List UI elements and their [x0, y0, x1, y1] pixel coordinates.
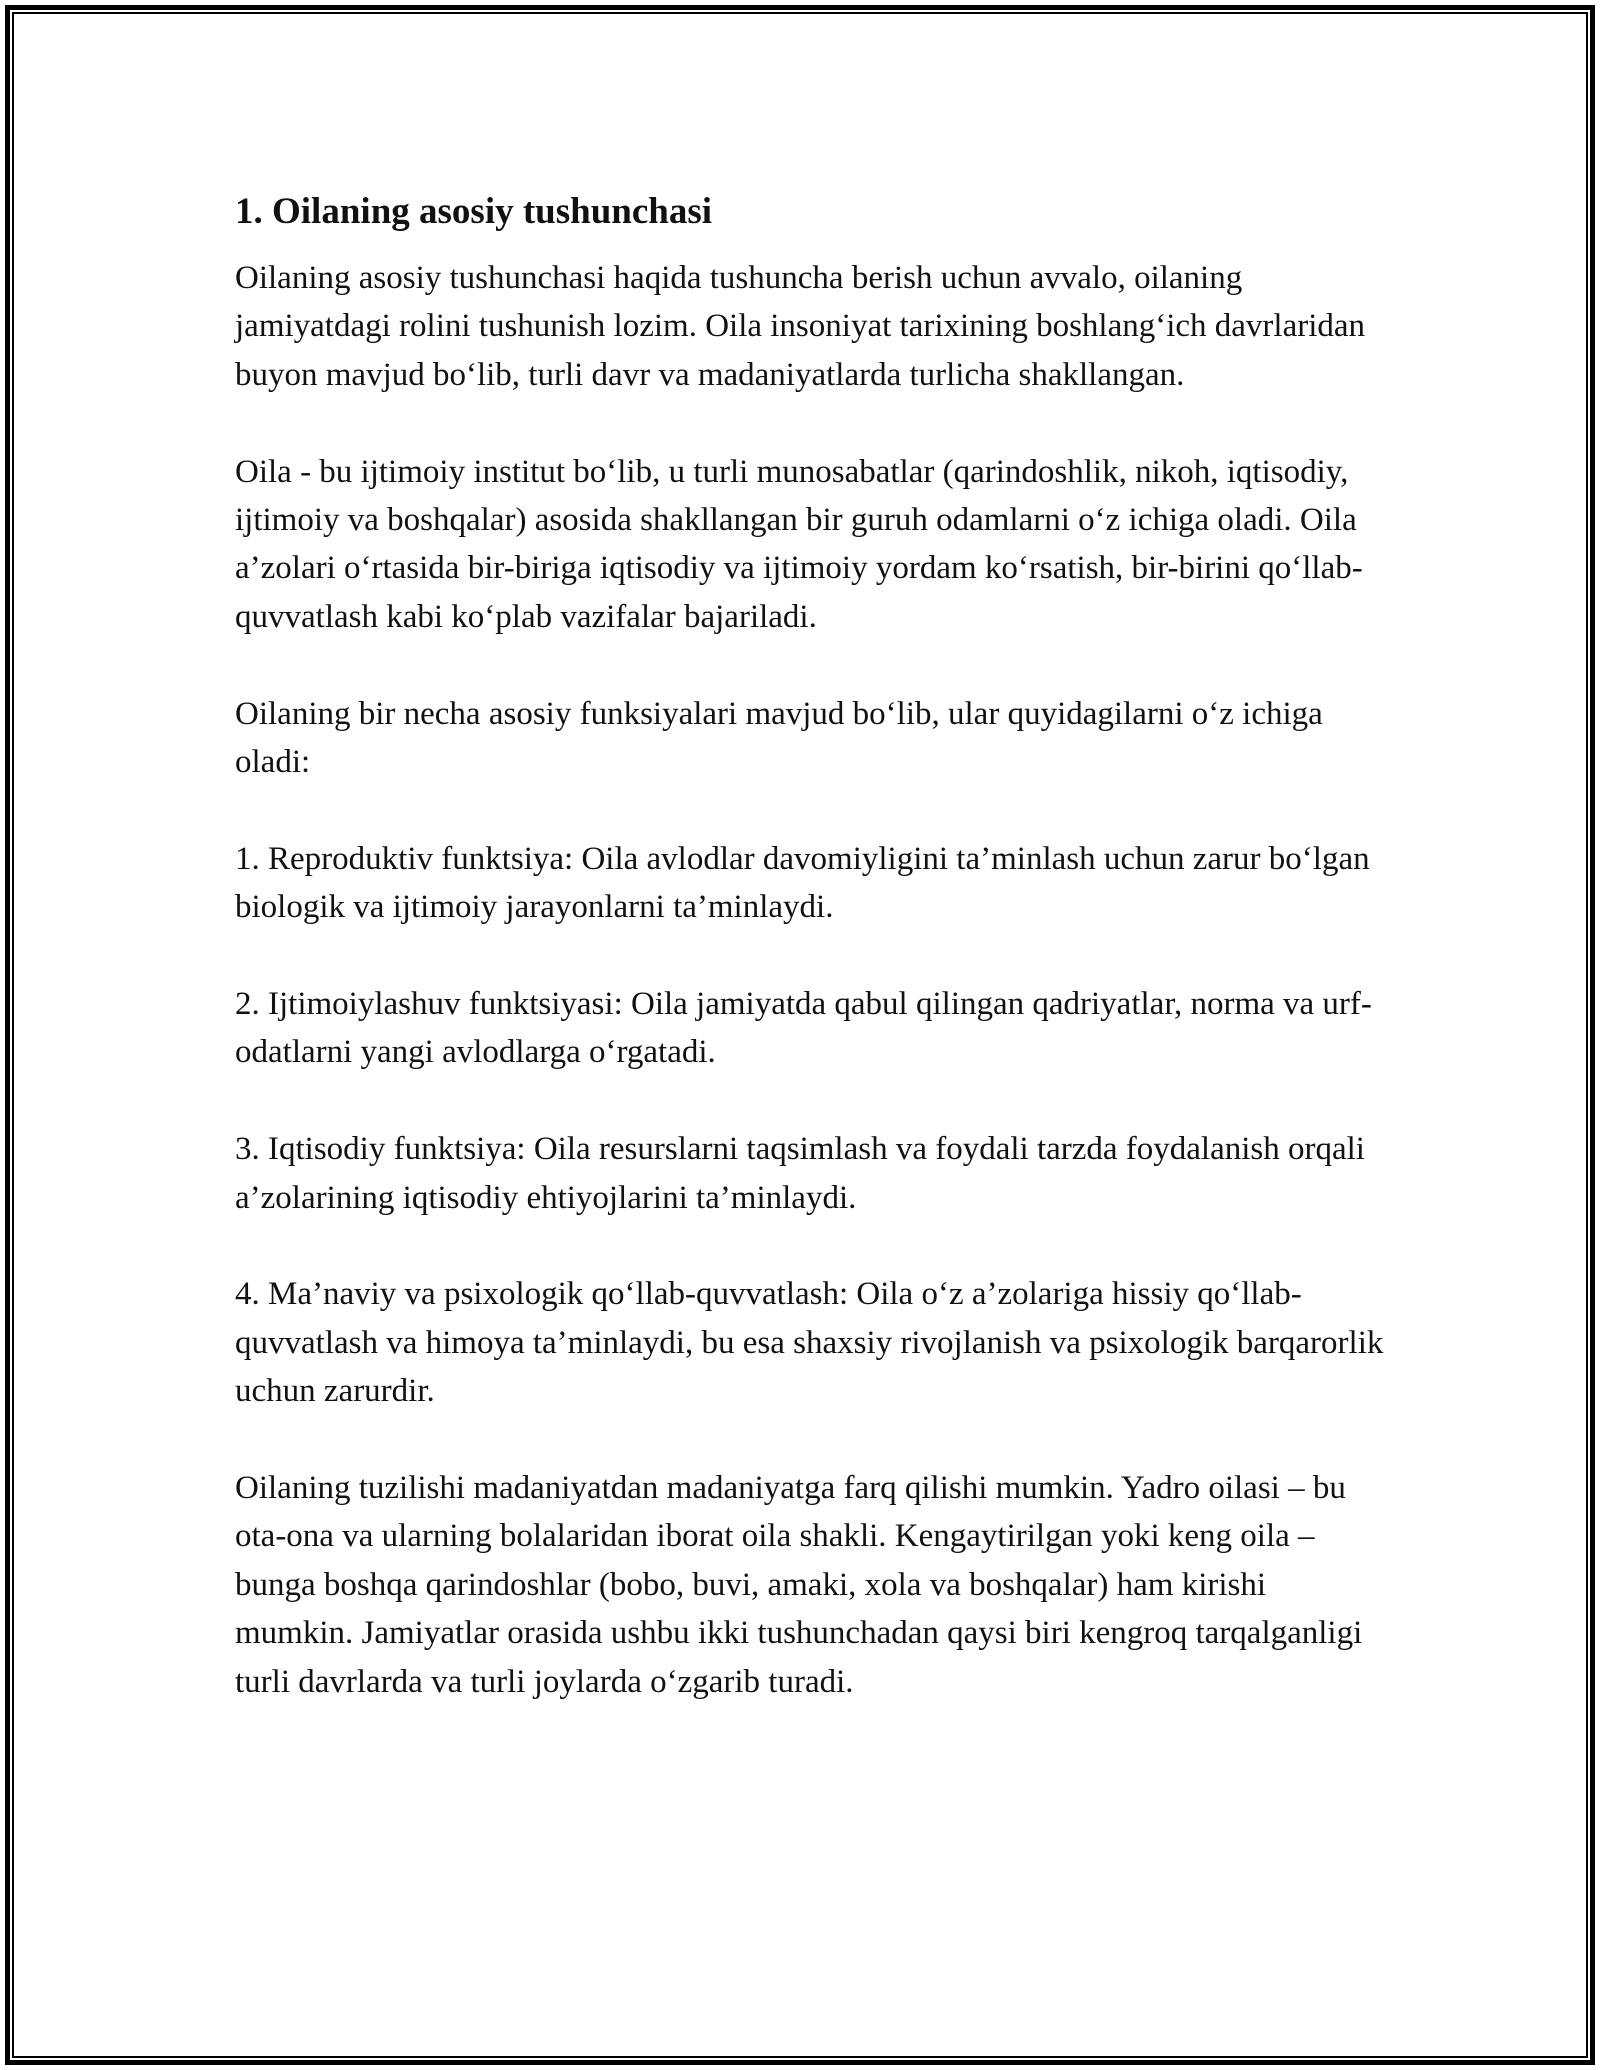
list-item-psychological: 4. Ma’naviy va psixologik qo‘llab-quvvatlash: Oila o‘z a’zolariga hissiy qo‘llab-quvvatlash va himoya ta’minlaydi, bu esa shaxsiy rivojlanish va psixologik barqarorlik uchun zarurdir. [235, 1276, 1384, 1410]
paragraph-structure: Oilaning tuzilishi madaniyatdan madaniyatga farq qilishi mumkin. Yadro oilasi – bu ota-ona va ularning bolalaridan iborat oila shakli. Kengaytirilgan yoki keng oila – bunga boshqa qarindoshlar (bobo, buvi, amaki, xola va boshqalar) ham kirishi mumkin. Jamiyatlar orasida ushbu ikki tushunchadan qaysi biri kengroq tarqalganligi turli davrlarda va turli joylarda o‘zgarib turadi. [235, 1470, 1363, 1700]
section-heading: 1. Oilaning asosiy tushunchasi [235, 191, 713, 232]
paragraph-functions-intro: Oilaning bir necha asosiy funksiyalari mavjud bo‘lib, ular quyidagilarni o‘z ichiga oladi: [235, 695, 1323, 781]
list-item-reproductive: 1. Reproduktiv funktsiya: Oila avlodlar davomiyligini ta’minlash uchun zarur bo‘lgan biologik va ijtimoiy jarayonlarni ta’minlaydi. [235, 840, 1370, 926]
list-item-economic: 3. Iqtisodiy funktsiya: Oila resurslarni taqsimlash va foydali tarzda foydalanish orqali a’zolarining iqtisodiy ehtiyojlarini ta’minlaydi. [235, 1131, 1365, 1216]
document-body [235, 188, 1385, 1754]
paragraph-intro: Oilaning asosiy tushunchasi haqida tushuncha berish uchun avvalo, oilaning jamiyatdagi rolini tushunish lozim. Oila insoniyat tarixining boshlang‘ich davrlaridan buyon mavjud bo‘lib, turli davr va madaniyatlarda turlicha shakllangan. [235, 260, 1366, 393]
paragraph-definition: Oila - bu ijtimoiy institut bo‘lib, u turli munosabatlar (qarindoshlik, nikoh, iqtisodiy, ijtimoiy va boshqalar) asosida shakllangan bir guruh odamlarni o‘z ichiga oladi. Oila a’zolari o‘rtasida bir-biriga iqtisodiy va ijtimoiy yordam ko‘rsatish, bir-birini qo‘llab-quvvatlash kabi ko‘plab vazifalar bajariladi. [235, 453, 1363, 635]
list-item-socialization: 2. Ijtimoiylashuv funktsiyasi: Oila jamiyatda qabul qilingan qadriyatlar, norma va urf-odatlarni yangi avlodlarga o‘rgatadi. [235, 986, 1372, 1071]
